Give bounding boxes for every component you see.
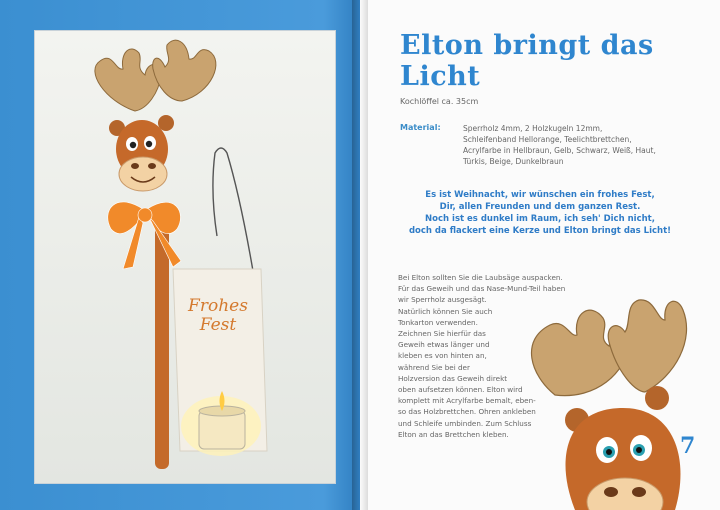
material-line: Sperrholz 4mm, 2 Holzkugeln 12mm,: [463, 124, 603, 133]
instruction-line: Elton an das Brettchen kleben.: [398, 429, 509, 439]
right-page: [360, 0, 720, 510]
instruction-line: Für das Geweih und das Nase-Mund-Teil haben: [398, 284, 566, 294]
verse-line: Dir, allen Freunden und dem ganzen Rest.: [439, 202, 641, 212]
material-line: Acrylfarbe in Hellbraun, Gelb, Schwarz, Weiß, Haut,: [463, 146, 656, 155]
verse-line: Noch ist es dunkel im Raum, ich seh' Dich nicht,: [425, 214, 655, 224]
instruction-line: Geweih etwas länger und: [398, 340, 490, 350]
page-number: 7: [680, 433, 696, 459]
instruction-line: Natürlich können Sie auch: [398, 306, 493, 316]
book-gutter-shadow: [352, 0, 368, 510]
material-label: Material:: [400, 123, 441, 132]
material-list: [463, 123, 683, 167]
instruction-line: Bei Elton sollten Sie die Laubsäge auspacken.: [398, 273, 563, 282]
verse-line: Es ist Weihnacht, wir wünschen ein frohes Fest,: [425, 190, 655, 200]
instruction-line: kleben es von hinten an,: [398, 351, 487, 361]
instruction-line: oben aufsetzen können. Elton wird: [398, 385, 523, 395]
instruction-line: komplett mit Acrylfarbe bemalt, eben-: [398, 396, 536, 406]
sign-line-2: Fest: [199, 315, 237, 335]
moose-lantern-illustration: [35, 31, 335, 483]
verse-line: doch da flackert eine Kerze und Elton bringt das Licht!: [408, 226, 672, 236]
instruction-line: während Sie bei der: [398, 362, 470, 372]
instruction-line: und Schleife umbinden. Zum Schluss: [398, 418, 532, 428]
photo-sign-text: [168, 297, 268, 335]
instruction-line: Holzversion das Geweih direkt: [398, 373, 508, 383]
sign-line-1: Frohes: [188, 296, 248, 316]
craft-photo: [34, 30, 336, 484]
instruction-line: wir Sperrholz ausgesägt.: [398, 295, 487, 305]
page-title: Elton bringt das Licht: [400, 30, 654, 92]
instruction-line: so das Holzbrettchen. Ohren ankleben: [398, 407, 536, 417]
size-note: Kochlöffel ca. 35cm: [400, 97, 479, 106]
instruction-line: Tonkarton verwenden.: [398, 317, 478, 327]
poem-verse: [370, 189, 710, 237]
material-line: Schleifenband Hellorange, Teelichtbrettchen,: [463, 135, 632, 144]
moose-head-illustration: [525, 280, 715, 510]
material-line: Türkis, Beige, Dunkelbraun: [463, 157, 564, 166]
instruction-line: Zeichnen Sie hierfür das: [398, 329, 486, 339]
